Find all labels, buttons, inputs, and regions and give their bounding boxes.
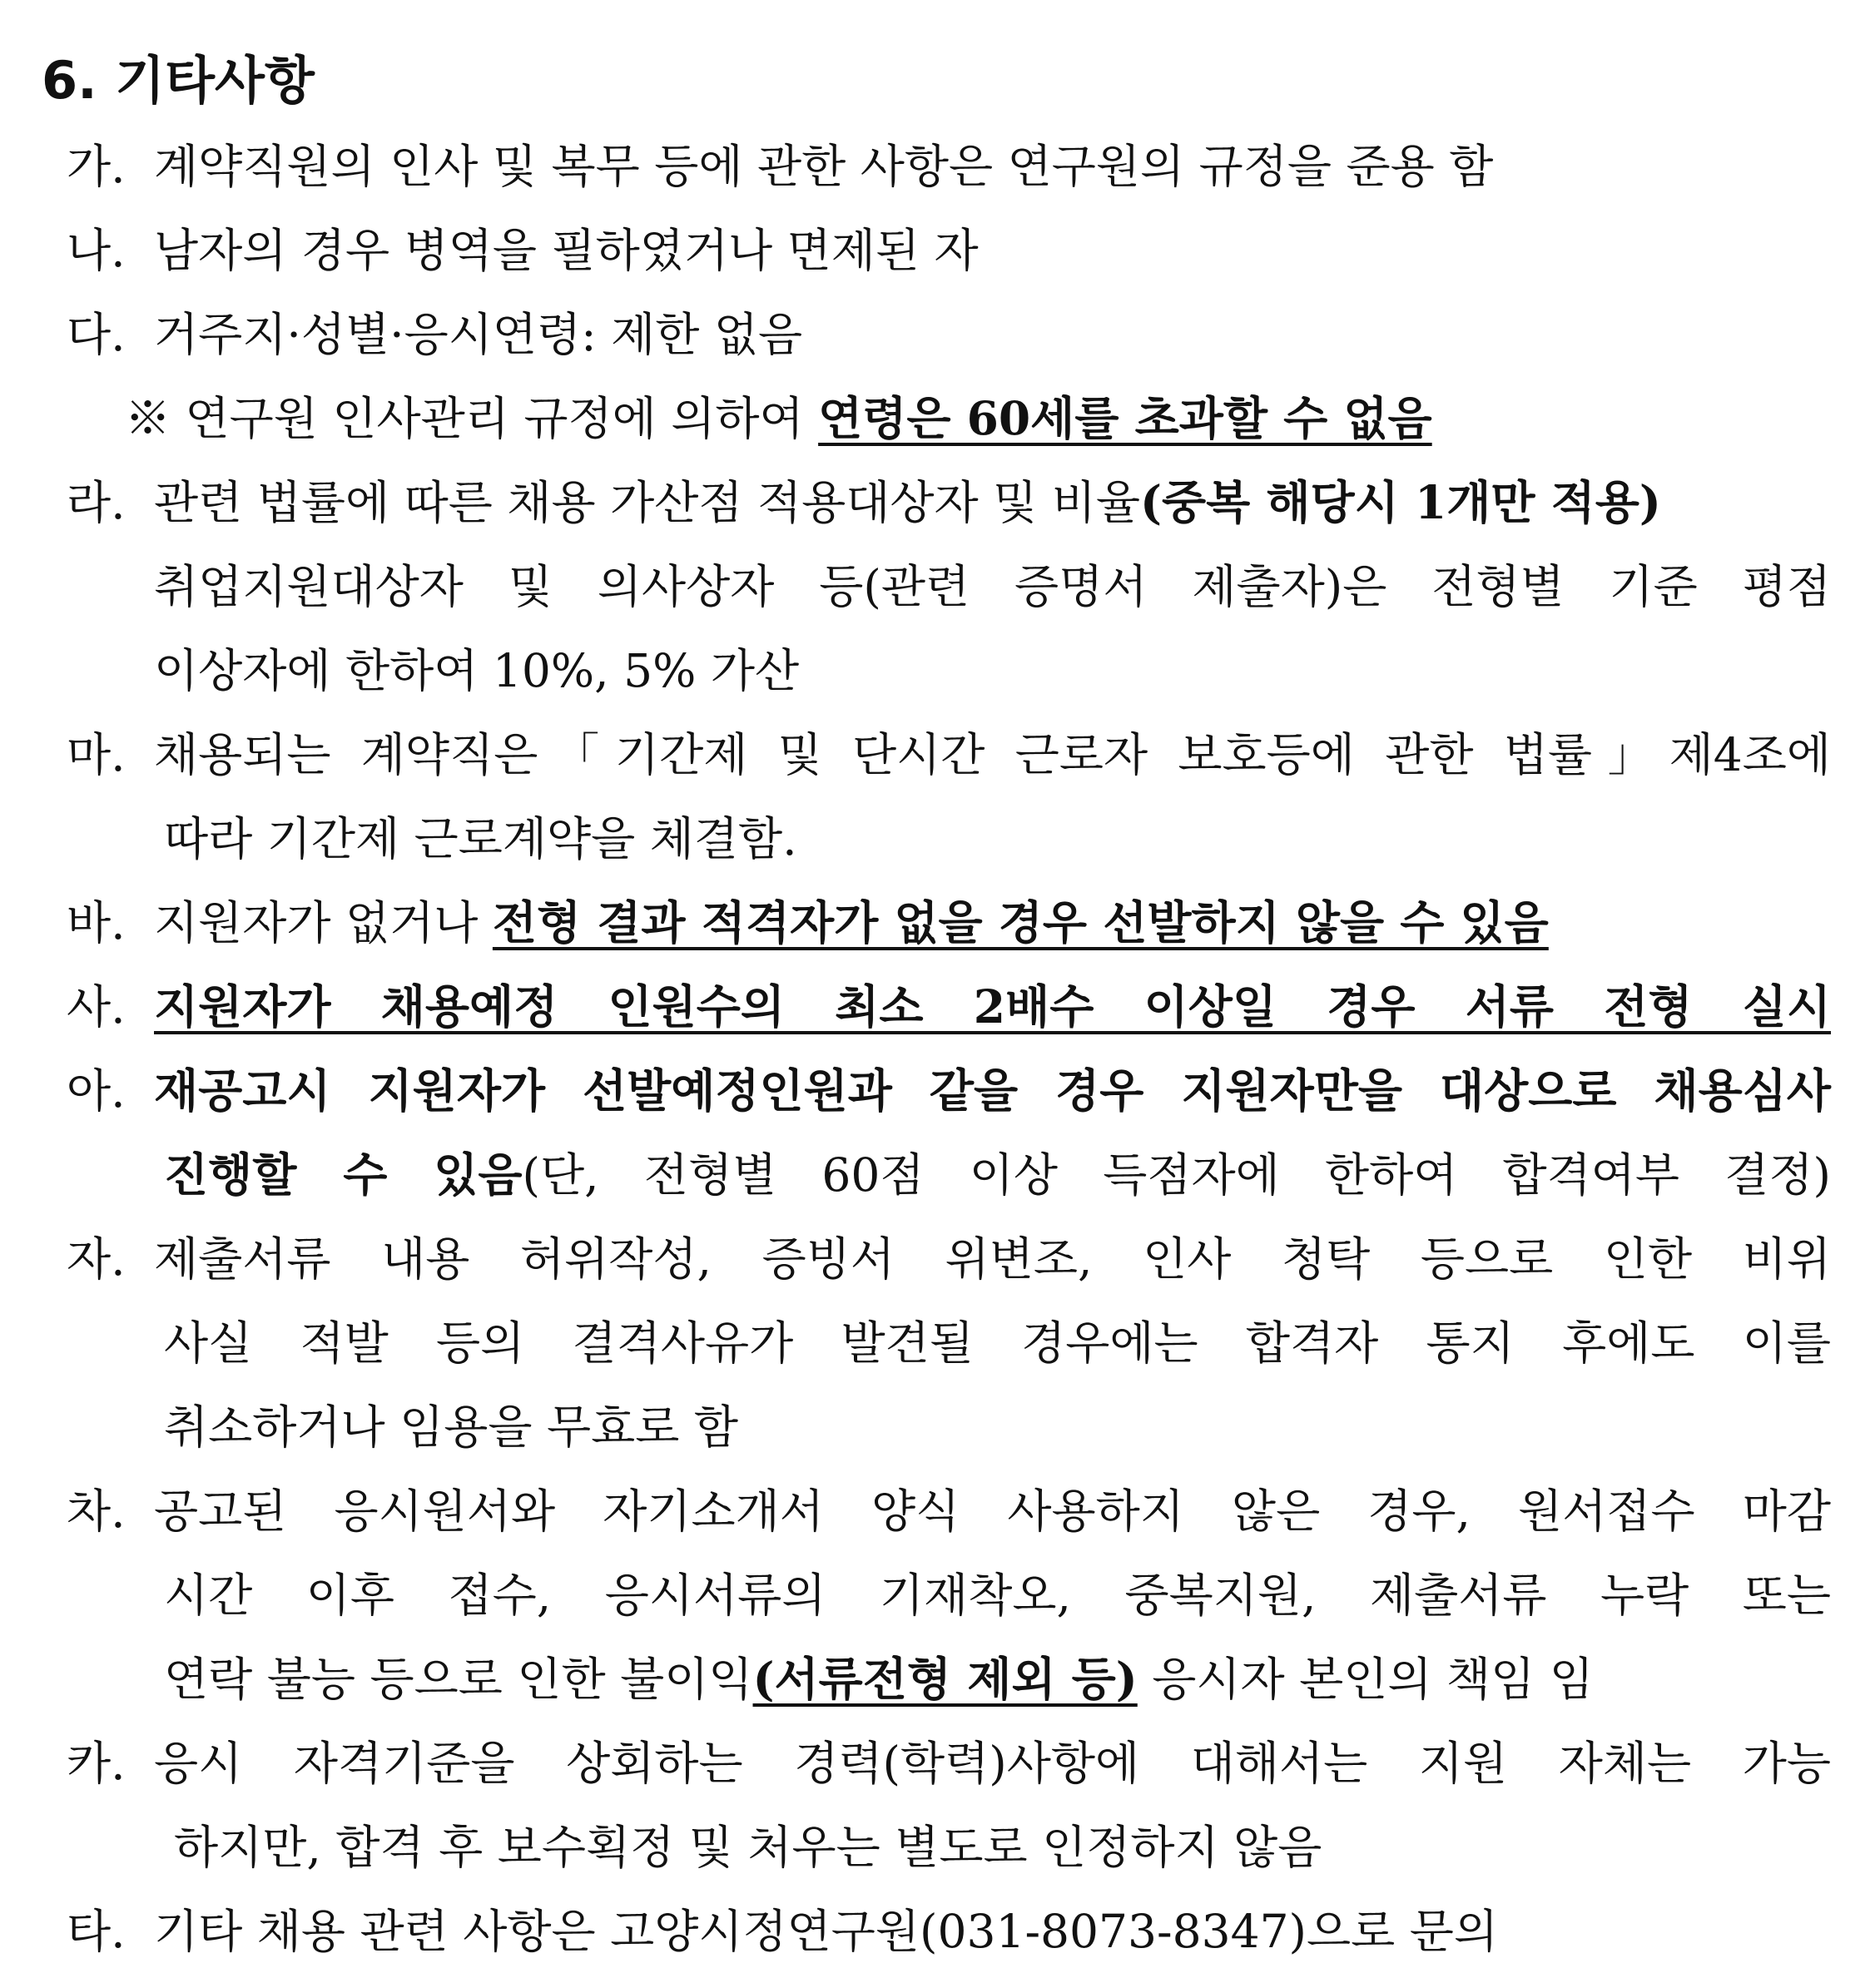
item-text-bold: 진행할 수 있음 [164, 1148, 523, 1202]
item-text: 거주지·성별·응시연령: 제한 없음 [154, 308, 803, 361]
item-marker: 라. [67, 476, 126, 529]
item-marker: 바. [67, 896, 126, 949]
item-marker: 자. [67, 1232, 126, 1286]
item-text: 사실 적발 등의 결격사유가 발견될 경우에는 합격자 통지 후에도 이를 [164, 1316, 1831, 1370]
list-item-ta [67, 1886, 1831, 1970]
list-item-ma [67, 709, 1831, 877]
list-item-a [67, 1045, 1831, 1213]
item-text-bold: (중복 해당시 1개만 적용) [1139, 475, 1661, 529]
item-text [154, 886, 1831, 952]
item-marker: 타. [67, 1905, 126, 1958]
item-marker: 마. [67, 728, 126, 781]
list-item-ka [67, 1718, 1831, 1886]
list-item-cha [67, 1465, 1831, 1718]
section-heading: 6. 기타사항 [42, 50, 315, 111]
item-text: 취소하거나 임용을 무효로 함 [164, 1401, 739, 1454]
item-marker: 다. [67, 308, 126, 361]
item-text [154, 1138, 1831, 1204]
list-item-ja [67, 1213, 1831, 1465]
item-text: 이상자에 한하여 10%, 5% 가산 [154, 644, 800, 697]
item-text-part: (단, 전형별 60점 이상 득점자에 한하여 합격여부 결정) [522, 1148, 1831, 1202]
item-marker: 사. [67, 980, 126, 1034]
list-item-na [67, 205, 1831, 289]
note-prefix: ※ 연구원 인사관리 규정에 의하여 [125, 392, 819, 445]
item-text: 제출서류 내용 허위작성, 증빙서 위변조, 인사 청탁 등으로 인한 비위 [154, 1232, 1831, 1286]
list-item-ga [67, 121, 1831, 205]
item-marker: 가. [67, 140, 126, 193]
item-text-part: 관련 법률에 따른 채용 가산점 적용대상자 및 비율 [154, 476, 1140, 529]
item-text-emphasis: 전형 결과 적격자가 없을 경우 선발하지 않을 수 있음 [492, 895, 1549, 949]
item-text: 응시 자격기준을 상회하는 경력(학력)사항에 대해서는 지원 자체는 가능 [154, 1737, 1831, 1790]
list-item-ra [67, 457, 1831, 709]
item-marker: 아. [67, 1064, 126, 1118]
item-marker: 나. [67, 224, 126, 277]
item-text-emphasis: (서류전형 제외 등) [752, 1652, 1138, 1706]
item-text: 남자의 경우 병역을 필하였거나 면제된 자 [154, 224, 979, 277]
note-emphasis: 연령은 60세를 초과할 수 없음 [818, 391, 1432, 445]
list-item-ba [67, 877, 1831, 961]
age-limit-note [125, 373, 1432, 457]
item-marker: 차. [67, 1485, 126, 1538]
item-text: 시간 이후 접수, 응시서류의 기재착오, 중복지원, 제출서류 누락 또는 [164, 1569, 1831, 1622]
item-text: 따라 기간제 근로계약을 체결함. [164, 812, 797, 865]
item-text: 계약직원의 인사 및 복무 등에 관한 사항은 연구원의 규정을 준용 함 [154, 140, 1494, 193]
item-text: 취업지원대상자 및 의사상자 등(관련 증명서 제출자)은 전형별 기준 평점 [154, 560, 1831, 613]
item-text-part: 지원자가 없거나 [154, 896, 493, 949]
item-text [154, 1643, 1831, 1708]
item-text-bold: 재공고시 지원자가 선발예정인원과 같을 경우 지원자만을 대상으로 채용심사 [154, 1063, 1831, 1118]
item-text: 채용되는 계약직은「기간제 및 단시간 근로자 보호등에 관한 법률」제4조에 [154, 728, 1831, 781]
item-text: 기타 채용 관련 사항은 고양시정연구원(031-8073-8347)으로 문의 [154, 1905, 1499, 1958]
list-item-da [67, 289, 1831, 373]
item-text-part: 응시자 본인의 책임 임 [1137, 1653, 1594, 1706]
item-marker: 카. [67, 1737, 126, 1790]
item-text: 하지만, 합격 후 보수획정 및 처우는 별도로 인정하지 않음 [174, 1821, 1322, 1874]
item-text-emphasis: 지원자가 채용예정 인원수의 최소 2배수 이상일 경우 서류 전형 실시 [154, 979, 1831, 1034]
item-text-part: 연락 불능 등으로 인한 불이익 [164, 1653, 753, 1706]
list-item-sa [67, 961, 1831, 1045]
item-text: 공고된 응시원서와 자기소개서 양식 사용하지 않은 경우, 원서접수 마감 [154, 1485, 1831, 1538]
item-text [154, 466, 1831, 532]
